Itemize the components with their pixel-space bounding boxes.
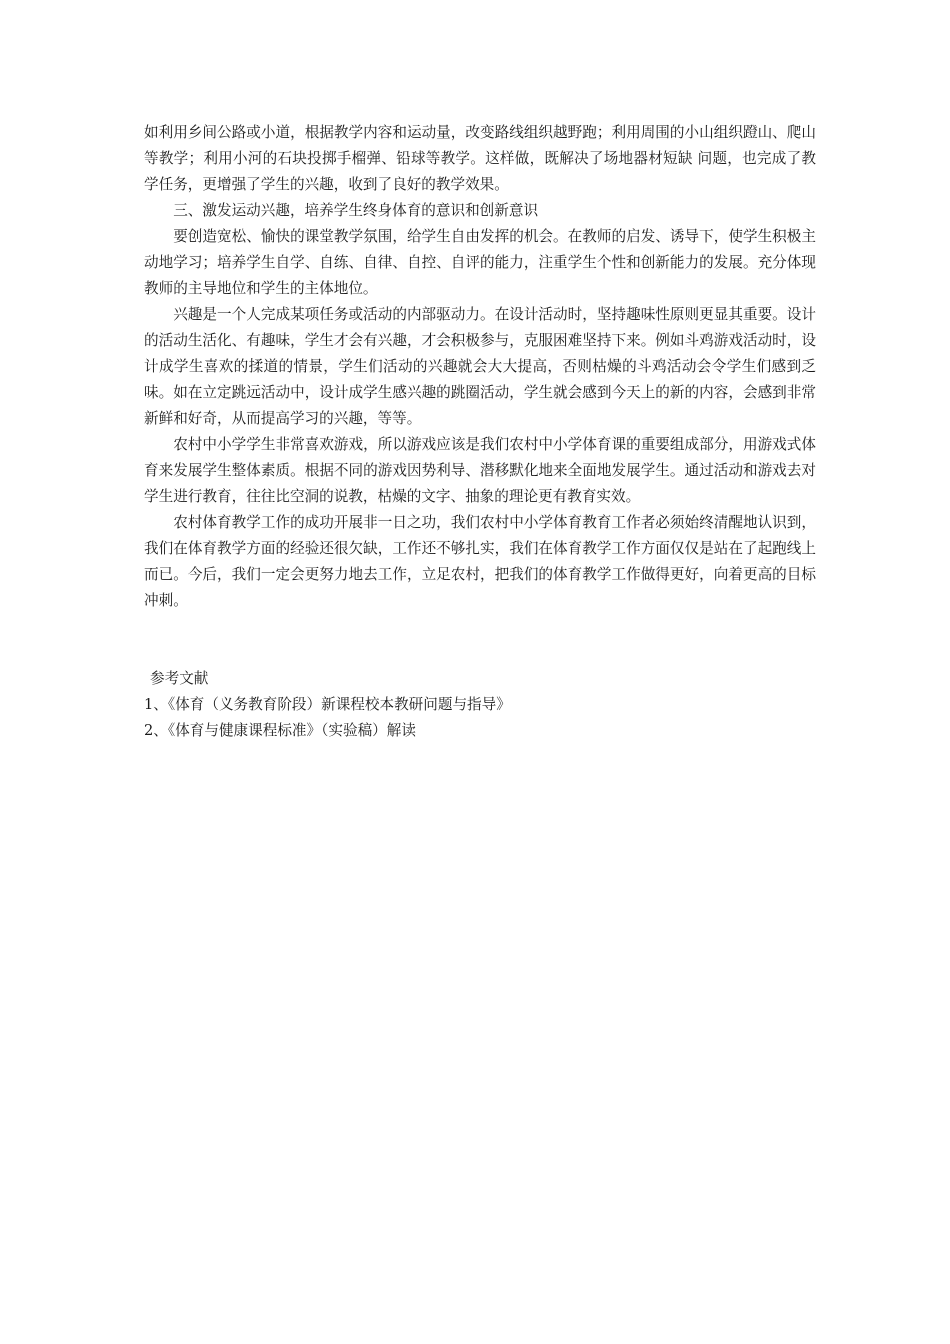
paragraph-conclusion: 农村体育教学工作的成功开展非一日之功，我们农村中小学体育教育工作者必须始终清醒地认识到，我们在体育教学方面的经验还很欠缺，工作还不够扎实，我们在体育教学工作方面仅仅是站在了起跑线上而已。今后，我们一定会更努力地去工作，立足农村，把我们的体育教学工作做得更好，向着更高的目标冲刺。 (144, 514, 816, 609)
paragraph-games: 农村中小学学生非常喜欢游戏，所以游戏应该是我们农村中小学体育课的重要组成部分，用游戏式体育来发展学生整体素质。根据不同的游戏因势利导、潜移默化地来全面地发展学生。通过活动和游戏去对学生进行教育，往往比空洞的说教，枯燥的文字、抽象的理论更有教育实效。 (144, 436, 816, 505)
paragraph-intro: 如利用乡间公路或小道，根据教学内容和运动量，改变路线组织越野跑；利用周围的小山组织蹬山、爬山等教学；利用小河的石块投掷手榴弹、铅球等教学。这样做，既解决了场地器材短缺 问题，也完成了教学任务，更增强了学生的兴趣，收到了良好的教学效果。 (144, 124, 816, 193)
paragraph-interest-motivation: 兴趣是一个人完成某项任务或活动的内部驱动力。在设计活动时，坚持趣味性原则更显其重要。设计的活动生活化、有趣味，学生才会有兴趣，才会积极参与，克服困难坚持下来。例如斗鸡游戏活动时，设计成学生喜欢的揉道的情景，学生们活动的兴趣就会大大提高，否则枯燥的斗鸡活动会令学生们感到乏味。如在立定跳远活动中，设计成学生感兴趣的跳圈活动，学生就会感到今天上的新的内容，会感到非常新鲜和好奇，从而提高学习的兴趣，等等。 (144, 306, 816, 427)
reference-item-2: 2、《体育与健康课程标准》（实验稿）解读 (144, 722, 416, 739)
section-heading-three: 三、激发运动兴趣，培养学生终身体育的意识和创新意识 (173, 202, 539, 219)
document-page (144, 120, 816, 744)
reference-item-1: 1、《体育（义务教育阶段）新课程校本教研问题与指导》 (144, 696, 511, 713)
paragraph-classroom-atmosphere: 要创造宽松、愉快的课堂教学氛围，给学生自由发挥的机会。在教师的启发、诱导下，使学生积极主动地学习；培养学生自学、自练、自律、自控、自评的能力，注重学生个性和创新能力的发展。充分体现教师的主导地位和学生的主体地位。 (144, 228, 816, 297)
section-spacer (144, 614, 816, 666)
references-heading: 参考文献 (150, 670, 209, 687)
